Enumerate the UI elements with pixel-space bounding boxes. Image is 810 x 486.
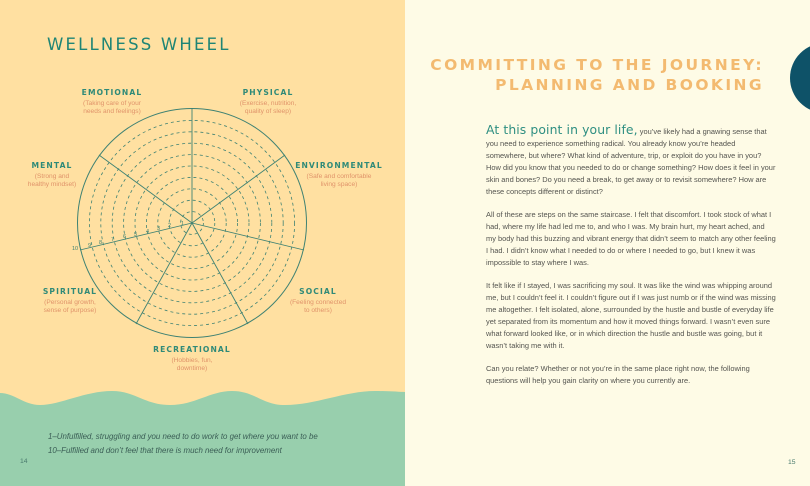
- paragraph-2: All of these are steps on the same staircase. I felt that discomfort. I took stock of what I had, where my life had led me to, and who I was. My brain hurt, my heart ached, and my body had this buzzing and vibrant energy that didn’t seem to match any other feeling I had. I didn’t know what I needed to do or where I needed to go, but I knew it was impossible to stay where I was.: [486, 209, 776, 267]
- scale-label-8: 8: [99, 240, 103, 246]
- wellness-wheel-title: WELLNESS WHEEL: [47, 35, 231, 54]
- segment-spiritual: SPIRITUAL (Personal growth, sense of purpose): [42, 287, 98, 315]
- scale-label-5: 5: [134, 232, 138, 238]
- paragraph-3: It felt like if I stayed, I was sacrificing my soul. It was like the wind was whipping around me, but I couldn’t feel it. I couldn’t figure out if I was just numb or if the wind was missing me altogether. I felt isolated, alone, surrounded by the hustle and bustle of everyday life yet separated from its momentum and how it moved things forward. I wasn’t even sure what forward looked like, or in which direction the hustle and bustle was going, but it wasn’t taking me with it.: [486, 280, 776, 350]
- segment-physical: PHYSICAL (Exercise, nutrition, quality of sleep): [239, 88, 297, 116]
- scale-label-7: 7: [111, 237, 115, 243]
- legend-line-2: 10–Fulfilled and don’t feel that there is much need for improvement: [48, 446, 282, 455]
- chapter-tab-marker: [790, 43, 810, 113]
- wheel-scale-legend: [48, 430, 318, 458]
- wellness-wheel-diagram: [0, 0, 405, 380]
- right-page: [405, 0, 810, 486]
- segment-recreational: RECREATIONAL (Hobbies, fun, downtime): [153, 345, 231, 373]
- scale-label-10: 10: [72, 246, 79, 252]
- segment-environmental: ENVIRONMENTAL (Safe and comfortable living space): [295, 161, 383, 189]
- segment-emotional: EMOTIONAL (Taking care of your needs and feelings): [81, 88, 143, 116]
- lead-in-text: At this point in your life,: [486, 122, 638, 137]
- segment-mental: MENTAL (Strong and healthy mindset): [27, 161, 77, 189]
- page-number-left: 14: [20, 458, 28, 465]
- scale-label-4: 4: [146, 229, 150, 235]
- legend-line-1: 1–Unfulfilled, struggling and you need to do work to get where you want to be: [48, 432, 318, 441]
- scale-label-2: 2: [168, 223, 172, 229]
- scale-label-9: 9: [88, 243, 92, 249]
- scale-label-3: 3: [157, 226, 161, 232]
- paragraph-4: Can you relate? Whether or not you’re in the same place right now, the following questions will help you gain clarity on where you currently are.: [486, 363, 750, 385]
- scale-label-6: 6: [123, 234, 127, 240]
- segment-social: SOCIAL (Feeling connected to others): [289, 287, 347, 315]
- chapter-title: [430, 55, 764, 95]
- page-number-right: 15: [788, 459, 796, 466]
- scale-label-1: 1: [181, 221, 185, 227]
- chapter-title-line-1: COMMITTING TO THE JOURNEY:: [430, 56, 764, 74]
- paragraph-1: At this point in your life, you’ve likely had a gnawing sense that you need to experience something radical. You already know you’re headed somewhere, but where? What kind of adventure, trip, or exploit do you have in you? How did you know that you needed to do or change something? How does it feel in your skin and bones? Do you need a break, to get away or to revisit somewhere? How are these concepts different or distinct?: [486, 122, 776, 196]
- chapter-body: [486, 124, 776, 398]
- chapter-title-line-2: PLANNING AND BOOKING: [495, 76, 764, 94]
